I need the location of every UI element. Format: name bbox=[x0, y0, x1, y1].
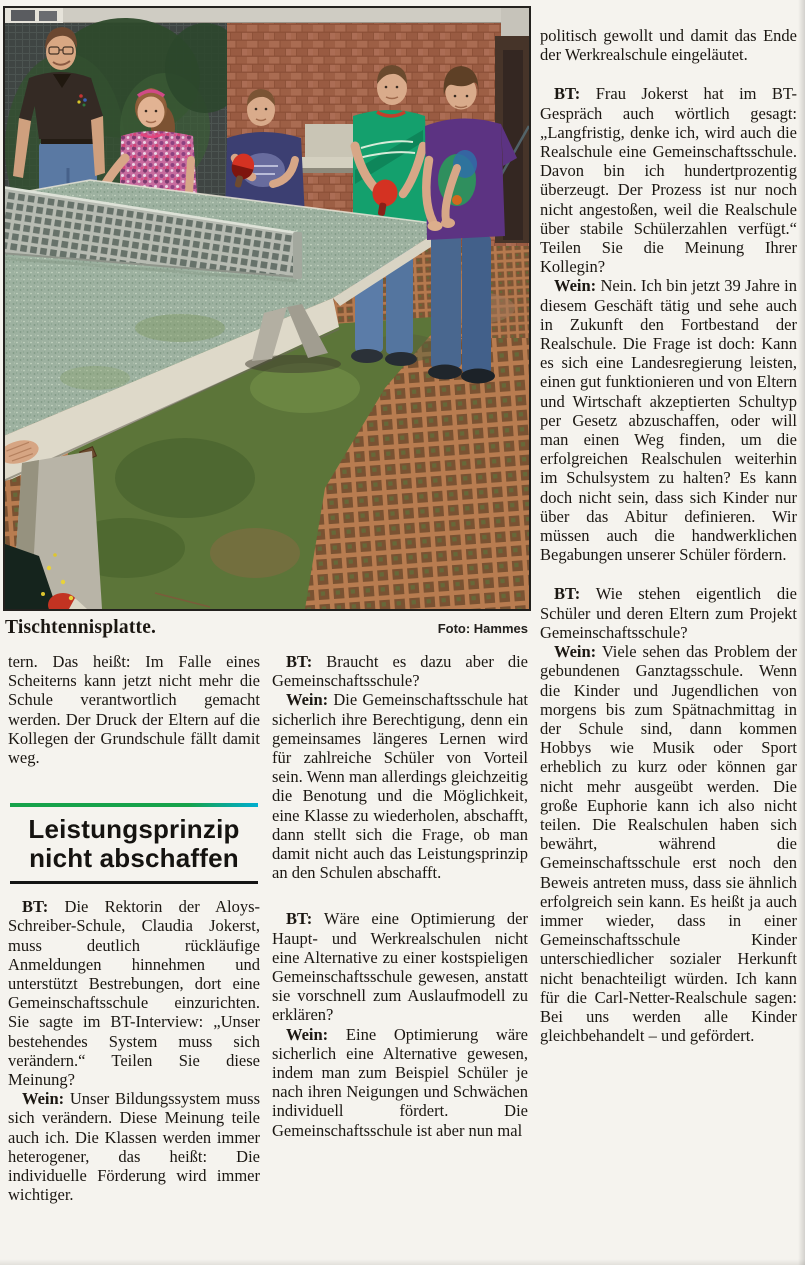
interview-paragraph: Wein: Eine Optimierung wäre sicherlich eine Alternative gewesen, indem man zum Beispiel Schüler je nach ihren Neigungen und Schwächen individuell fördert. Die Gemeinschaftsschule ist aber nun mal bbox=[272, 1024, 528, 1140]
column-middle bbox=[272, 652, 528, 1140]
speaker-label: BT: bbox=[554, 84, 581, 104]
interview-paragraph: BT: Wäre eine Optimierung der Haupt- und Werkrealschulen nicht eine Alternative zu einer kostspieligen Gemeinschaftsschule gewesen, anstatt sie vorschnell zum Auslaufmodell zu erklären? bbox=[272, 909, 528, 1025]
subhead-block bbox=[8, 803, 260, 884]
sneaker bbox=[351, 349, 383, 363]
interview-paragraph: Wein: Unser Bildungssystem muss sich verändern. Diese Meinung teile auch ich. Die Klassen werden immer heterogener, das heißt: Die individuelle Förderung wird immer wichtiger. bbox=[8, 1089, 260, 1205]
building-background bbox=[5, 8, 529, 25]
body-paragraph: politisch gewollt und damit das Ende der Werkrealschule eingeläutet. bbox=[540, 26, 797, 65]
speaker-label: Wein: bbox=[554, 642, 597, 662]
interview-paragraph: Wein: Die Gemeinschaftsschule hat sicherlich ihre Berechtigung, denn ein gemeinsames längeres Lernen wird für zahlreiche Schüler von Vorteil sein. Wenn man allerdings gleichzeitig die Benotung und die Möglichkeit, eine Klasse zu wiederholen, abschafft, dann stellt sich die Frage, ob man damit nicht auch das Leistungsprinzip an den Schulen abschafft. bbox=[272, 690, 528, 883]
net-post bbox=[293, 232, 302, 279]
photo-credit: Foto: Hammes bbox=[437, 621, 528, 636]
photo-scene bbox=[5, 8, 529, 609]
speaker-label: Wein: bbox=[286, 690, 329, 710]
speaker-label: BT: bbox=[22, 897, 49, 917]
interview-paragraph: BT: Frau Jokerst hat im BT-Gespräch auch wörtlich gesagt: „Langfristig, denke ich, wird auch die Realschule eine Gemeinschaftsschule. Davon bin ich hundertprozentig überzeugt. Der Prozess ist nur noch nicht angestoßen, weil die Realschule über stabile Schülerzahlen verfügt.“ Teilen Sie die Meinung Ihrer Kollegin? bbox=[540, 84, 797, 277]
interview-paragraph: BT: Die Rektorin der Aloys-Schreiber-Schule, Claudia Jokerst, muss deutlich rückläufige Anmeldungen hinnehmen und unterstützt Bestrebungen, dort eine Gemeinschaftsschule einzurichten. Sie sagte im BT-Interview: „Unser bestehendes System muss sich verändern.“ Teilen Sie diese Meinung? bbox=[8, 897, 260, 1090]
polo-logo bbox=[79, 94, 83, 98]
speaker-label: BT: bbox=[554, 584, 581, 604]
column-right bbox=[540, 26, 797, 1045]
interview-paragraph: BT: Wie stehen eigentlich die Schüler und deren Eltern zum Projekt Gemeinschaftsschule? bbox=[540, 584, 797, 642]
speaker-label: BT: bbox=[286, 909, 313, 929]
column-left bbox=[8, 652, 260, 1204]
sneaker bbox=[428, 365, 462, 380]
green-rule bbox=[10, 803, 258, 807]
interview-paragraph: BT: Braucht es dazu aber die Gemeinschaftsschule? bbox=[272, 652, 528, 691]
caption-row bbox=[5, 617, 528, 639]
hand-on-table bbox=[428, 221, 443, 231]
article-photo bbox=[3, 6, 531, 611]
interview-paragraph: Wein: Viele sehen das Problem der gebundenen Ganztagsschule. Wenn die Kinder und Jugendlichen von morgens bis zum Spätnachmittag in der Schule sind, dann kommen Hobbys wie Musik oder Sport erheblich zu kurz oder können gar nicht mehr ausgeübt werden. Die große Euphorie kann ich also nicht teilen. Die Realschulen haben sich bewährt, während die Gemeinschaftsschule erst noch den Beweis antreten muss, dass sie ähnlich erfolgreich sein kann. Es heißt ja auch immer wieder, dass in einer Gemeinschaftsschule Kinder unterschiedlicher sozialer Herkunft nicht benachteiligt würden. Ich kann für die Carl-Netter-Realschule sagen: Bei uns werden alle Kinder gleichbehandelt – und gefördert. bbox=[540, 642, 797, 1046]
interview-paragraph: Wein: Nein. Ich bin jetzt 39 Jahre in diesem Geschäft tätig und sehe auch in Zukunft den Fortbestand der Realschule. Die Frage ist doch: Kann es sich eine Landesregierung leisten, einen gut funktionieren und von Eltern und Wirtschaft akzeptierten Schultyp per Gesetz abzuschaffen, oder will man einen Weg finden, um die erfolgreichen Realschulen weiterhin im Schulsystem zu halten? Es kann doch nicht sein, dass sich Kinder nur über das Abitur definieren. Wir müssen auch die handwerklichen Begabungen unserer Schüler fördern. bbox=[540, 276, 797, 565]
body-paragraph: tern. Das heißt: Im Falle eines Scheiterns kann jetzt nicht mehr die Schule verantwortlich gemacht werden. Der Druck der Eltern auf die Kollegen der Grundschule fällt damit weg. bbox=[8, 652, 260, 768]
speaker-label: Wein: bbox=[286, 1024, 329, 1044]
speaker-label: Wein: bbox=[554, 276, 597, 296]
subheadline bbox=[8, 815, 260, 873]
speaker-label: BT: bbox=[286, 652, 313, 671]
speaker-label: Wein: bbox=[22, 1089, 65, 1109]
black-rule bbox=[10, 881, 258, 884]
subheadline-line1: Leistungsprinzip bbox=[28, 814, 240, 845]
subheadline-line2: nicht abschaffen bbox=[29, 843, 239, 874]
photo-caption: Tischtennisplatte. bbox=[5, 617, 157, 638]
